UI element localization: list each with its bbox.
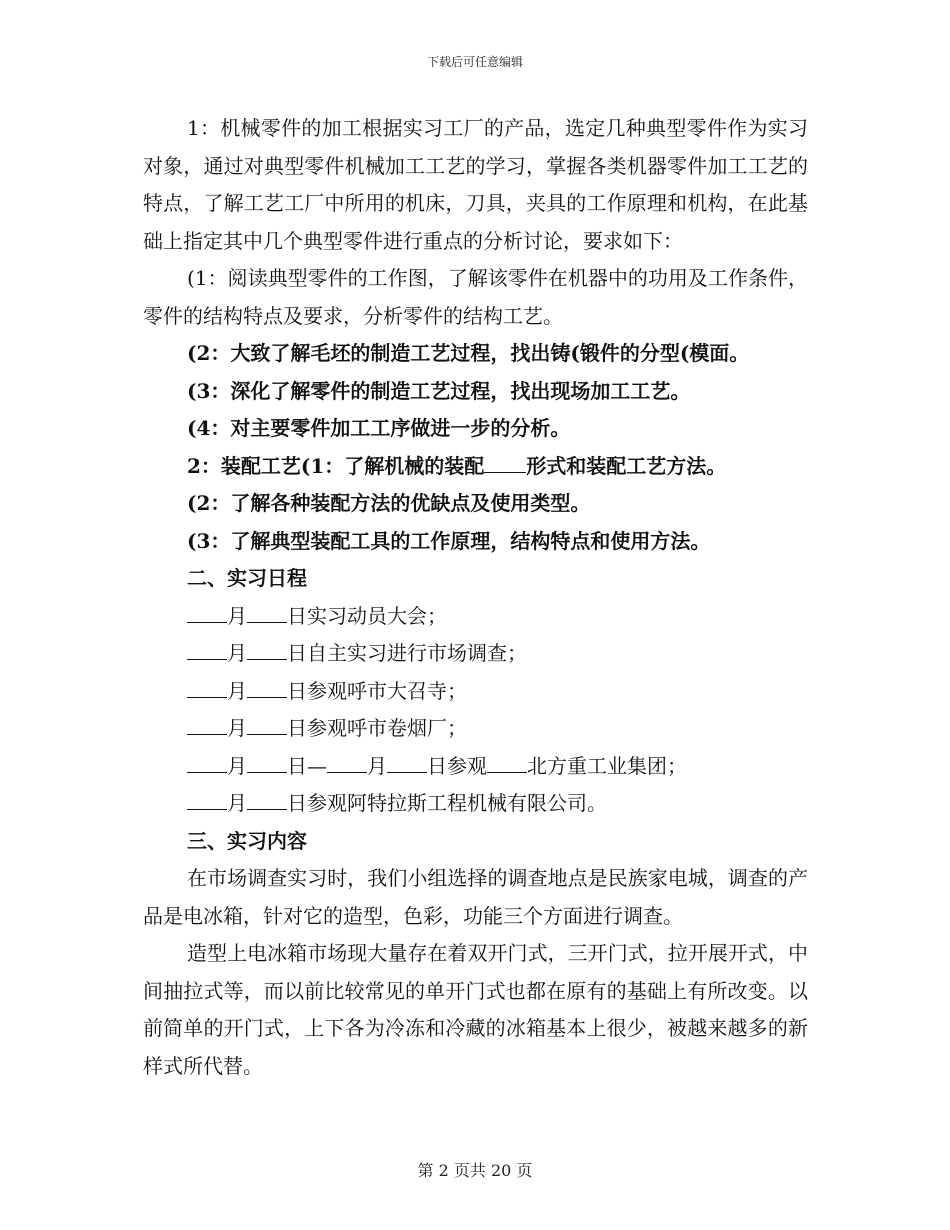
paragraph-assembly-2: (2：了解各种装配方法的优缺点及使用类型。 (187, 491, 591, 515)
blank-line (247, 639, 287, 660)
paragraph-styling: 造型上电冰箱市场现大量存在着双开门式，三开门式，拉开展开式，中间抽拉式等，而以前比较常见的单开门式也都在原有的基础上有所改变。以前简单的开门式，上下各为冷冻和冷藏的冰箱基本上很少，被越来越多的新样式所代替。 (143, 941, 808, 1078)
blank-line (187, 789, 227, 810)
schedule-item (143, 710, 808, 748)
blank-line (484, 452, 526, 473)
schedule-item (143, 598, 808, 636)
blank-line (247, 714, 287, 735)
day-label: 日 (287, 678, 307, 703)
paragraph-item-2: (2：大致了解毛坯的制造工艺过程，找出铸(锻件的分型(模面。 (187, 341, 750, 365)
paragraph-machining: 1：机械零件的加工根据实习工厂的产品，选定几种典型零件作为实习对象，通过对典型零件机械加工工艺的学习，掌握各类机器零件加工工艺的特点，了解工艺工厂中所用的机床，刀具，夹具的工作原理和机构，在此基础上指定其中几个典型零件进行重点的分析讨论，要求如下： (143, 116, 808, 253)
schedule-item (143, 748, 808, 786)
paragraph-assembly (143, 448, 808, 486)
schedule-item (143, 673, 808, 711)
month-label: 月 (227, 603, 247, 628)
schedule-text: 实习动员大会； (307, 603, 447, 628)
blank-line (187, 639, 227, 660)
section-heading-schedule: 二、实习日程 (187, 566, 307, 590)
month-label: 月 (227, 641, 247, 665)
blank-line (247, 752, 287, 773)
day-label: 日 (287, 791, 307, 815)
schedule-text: 参观呼市大召寺； (307, 678, 467, 703)
assembly-text-a: 2：装配工艺(1：了解机械的装配 (187, 453, 485, 478)
assembly-text-b: 形式和装配工艺方法。 (526, 453, 727, 478)
schedule-item (143, 785, 808, 823)
blank-line (187, 714, 227, 735)
page-header: 下载后可任意编辑 (426, 55, 523, 69)
paragraph-assembly-3: (3：了解典型装配工具的工作原理，结构特点和使用方法。 (187, 528, 711, 553)
schedule-text: 参观呼市卷烟厂； (307, 716, 467, 740)
document-body (143, 110, 808, 1085)
day-label: 日 (287, 603, 307, 628)
month-label: 月 (367, 753, 387, 778)
schedule-text: 北方重工业集团； (527, 753, 687, 778)
blank-line (487, 752, 527, 773)
schedule-text: 参观阿特拉斯工程机械有限公司。 (307, 791, 607, 815)
month-label: 月 (227, 753, 247, 778)
blank-line (387, 752, 427, 773)
paragraph-item-4: (4：对主要零件加工工序做进一步的分析。 (187, 416, 571, 440)
schedule-text: 自主实习进行市场调查； (307, 641, 527, 665)
dash-separator: — (307, 753, 327, 778)
blank-line (247, 602, 287, 623)
month-label: 月 (227, 716, 247, 740)
schedule-text: 参观 (447, 753, 487, 778)
paragraph-item-3: (3：深化了解零件的制造工艺过程，找出现场加工工艺。 (187, 378, 691, 403)
blank-line (247, 677, 287, 698)
blank-line (187, 677, 227, 698)
day-label: 日 (287, 716, 307, 740)
month-label: 月 (227, 678, 247, 703)
blank-line (187, 602, 227, 623)
page-footer: 第 2 页共 20 页 (417, 1161, 533, 1180)
blank-line (247, 789, 287, 810)
month-label: 月 (227, 791, 247, 815)
section-heading-content: 三、实习内容 (187, 828, 307, 853)
day-label: 日 (287, 753, 307, 778)
paragraph-market-survey: 在市场调查实习时，我们小组选择的调查地点是民族家电城，调查的产品是电冰箱，针对它的造型，色彩，功能三个方面进行调查。 (143, 866, 808, 928)
day-label: 日 (427, 753, 447, 778)
blank-line (327, 752, 367, 773)
blank-line (187, 752, 227, 773)
day-label: 日 (287, 641, 307, 665)
schedule-item (143, 635, 808, 673)
paragraph-item-1: (1：阅读典型零件的工作图，了解该零件在机器中的功用及工作条件，零件的结构特点及要求，分析零件的结构工艺。 (143, 266, 808, 328)
